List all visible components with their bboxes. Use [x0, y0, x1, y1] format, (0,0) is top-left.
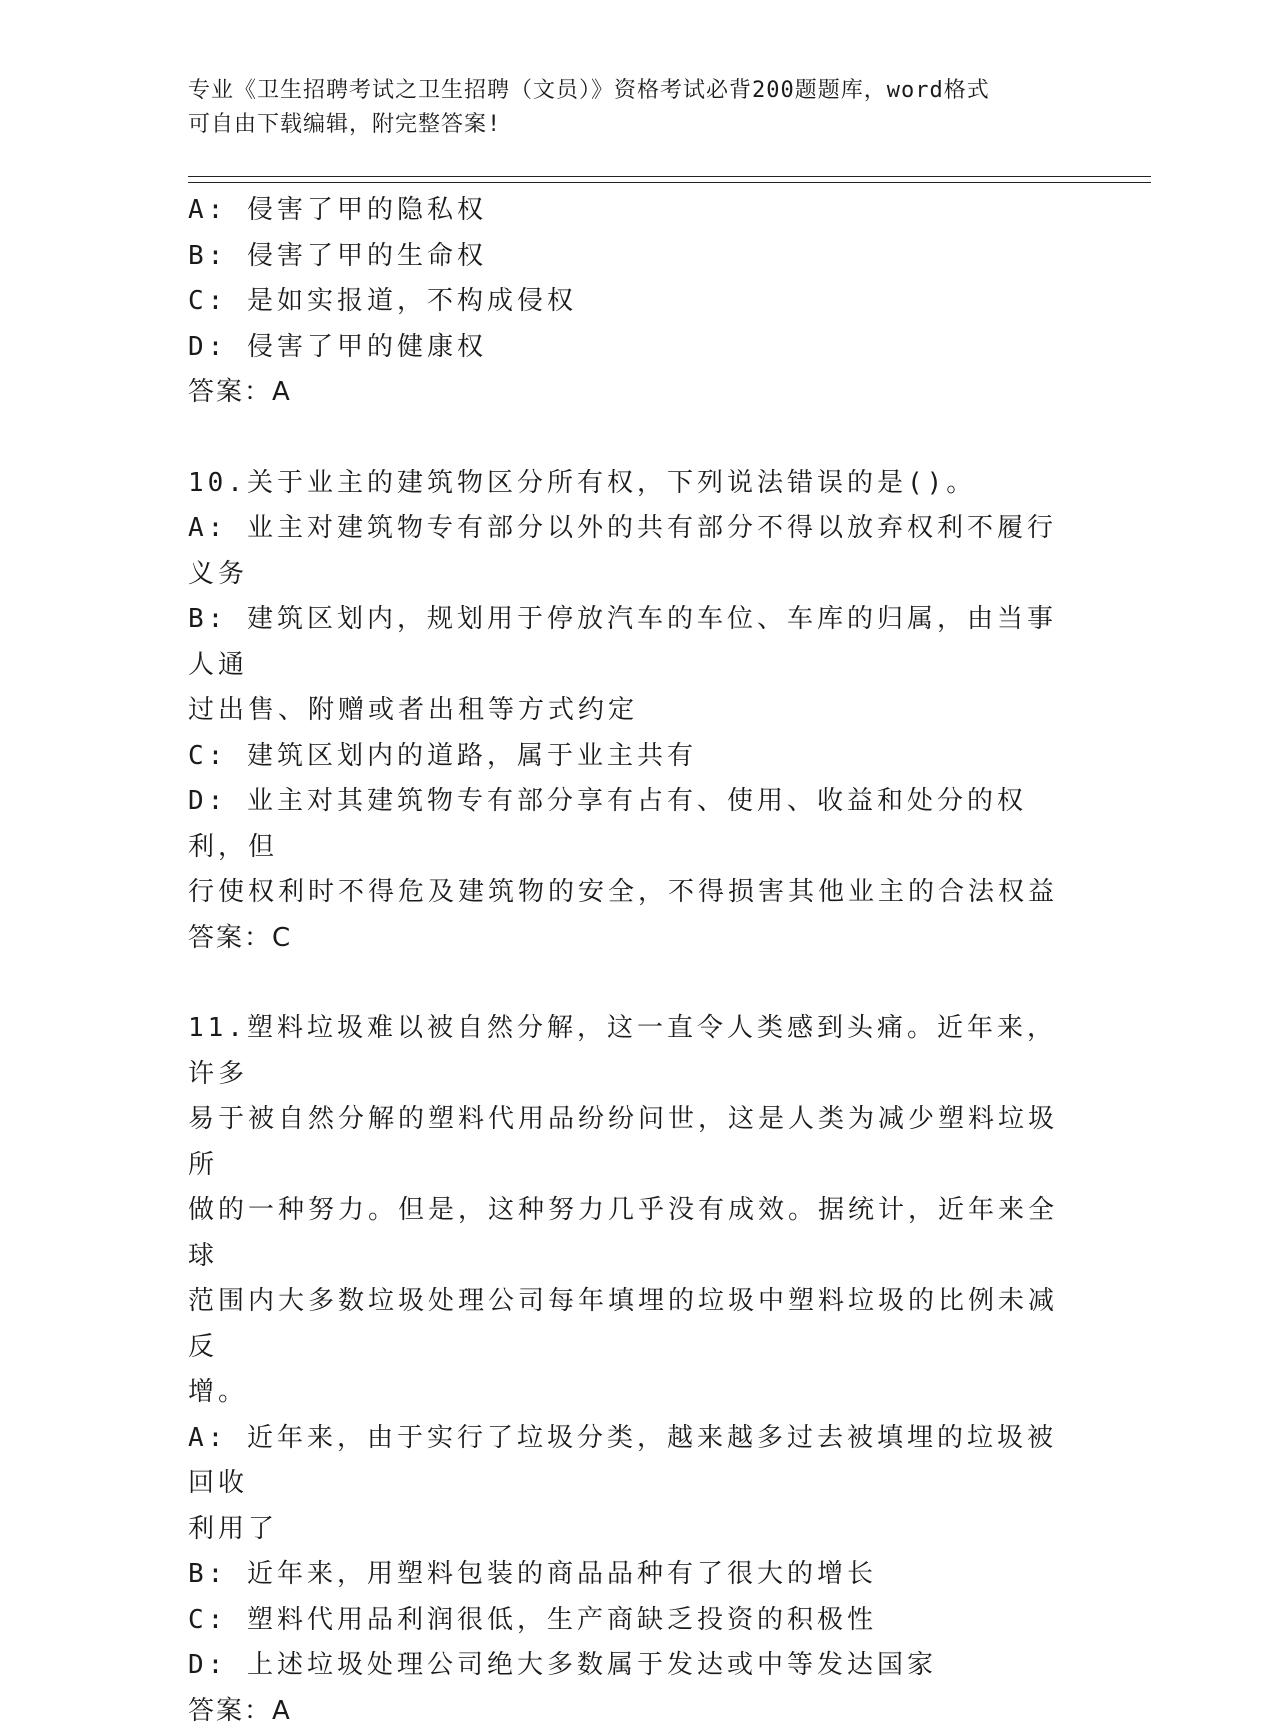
- q9-answer: 答案：A: [188, 370, 1068, 416]
- q10-stem: 10.关于业主的建筑物区分所有权，下列说法错误的是()。: [188, 461, 1068, 507]
- header-rule-bottom: [188, 182, 1151, 183]
- header-rule-top: [188, 176, 1151, 177]
- question-11: [188, 1006, 1068, 1734]
- document-header: [188, 74, 1068, 142]
- question-10: [188, 461, 1068, 962]
- q10-option-c: C: 建筑区划内的道路，属于业主共有: [188, 734, 1068, 780]
- q11-option-a-line-2: 利用了: [188, 1507, 1068, 1553]
- q11-stem-line-1: 11.塑料垃圾难以被自然分解，这一直令人类感到头痛。近年来，许多: [188, 1006, 1068, 1097]
- q11-answer: 答案：A: [188, 1689, 1068, 1734]
- q10-option-a: A: 业主对建筑物专有部分以外的共有部分不得以放弃权利不履行义务: [188, 506, 1068, 597]
- q9-option-a: A: 侵害了甲的隐私权: [188, 188, 1068, 234]
- q10-answer: 答案：C: [188, 916, 1068, 962]
- q10-option-b-line-1: B: 建筑区划内，规划用于停放汽车的车位、车库的归属，由当事人通: [188, 597, 1068, 688]
- q11-stem-line-2: 易于被自然分解的塑料代用品纷纷问世，这是人类为减少塑料垃圾所: [188, 1097, 1068, 1188]
- document-body: [188, 188, 1068, 1734]
- q9-option-d: D: 侵害了甲的健康权: [188, 325, 1068, 371]
- q11-stem-line-5: 增。: [188, 1370, 1068, 1416]
- q9-option-c: C: 是如实报道，不构成侵权: [188, 279, 1068, 325]
- q11-option-d: D: 上述垃圾处理公司绝大多数属于发达或中等发达国家: [188, 1643, 1068, 1689]
- q10-option-d-line-1: D: 业主对其建筑物专有部分享有占有、使用、收益和处分的权利，但: [188, 779, 1068, 870]
- q11-option-a-line-1: A: 近年来，由于实行了垃圾分类，越来越多过去被填埋的垃圾被回收: [188, 1416, 1068, 1507]
- q10-option-d-line-2: 行使权利时不得危及建筑物的安全，不得损害其他业主的合法权益: [188, 870, 1068, 916]
- q11-stem-line-4: 范围内大多数垃圾处理公司每年填埋的垃圾中塑料垃圾的比例未减反: [188, 1279, 1068, 1370]
- spacer: [188, 416, 1068, 461]
- q9-option-b: B: 侵害了甲的生命权: [188, 234, 1068, 280]
- q11-option-c: C: 塑料代用品利润很低，生产商缺乏投资的积极性: [188, 1598, 1068, 1644]
- q11-option-b: B: 近年来，用塑料包装的商品品种有了很大的增长: [188, 1552, 1068, 1598]
- q11-stem-line-3: 做的一种努力。但是，这种努力几乎没有成效。据统计，近年来全球: [188, 1188, 1068, 1279]
- question-9: [188, 188, 1068, 416]
- header-line-1: 专业《卫生招聘考试之卫生招聘（文员）》资格考试必背200题题库，word格式: [188, 74, 1068, 108]
- q10-option-b-line-2: 过出售、附赠或者出租等方式约定: [188, 688, 1068, 734]
- header-line-2: 可自由下载编辑，附完整答案!: [188, 108, 1068, 142]
- spacer: [188, 961, 1068, 1006]
